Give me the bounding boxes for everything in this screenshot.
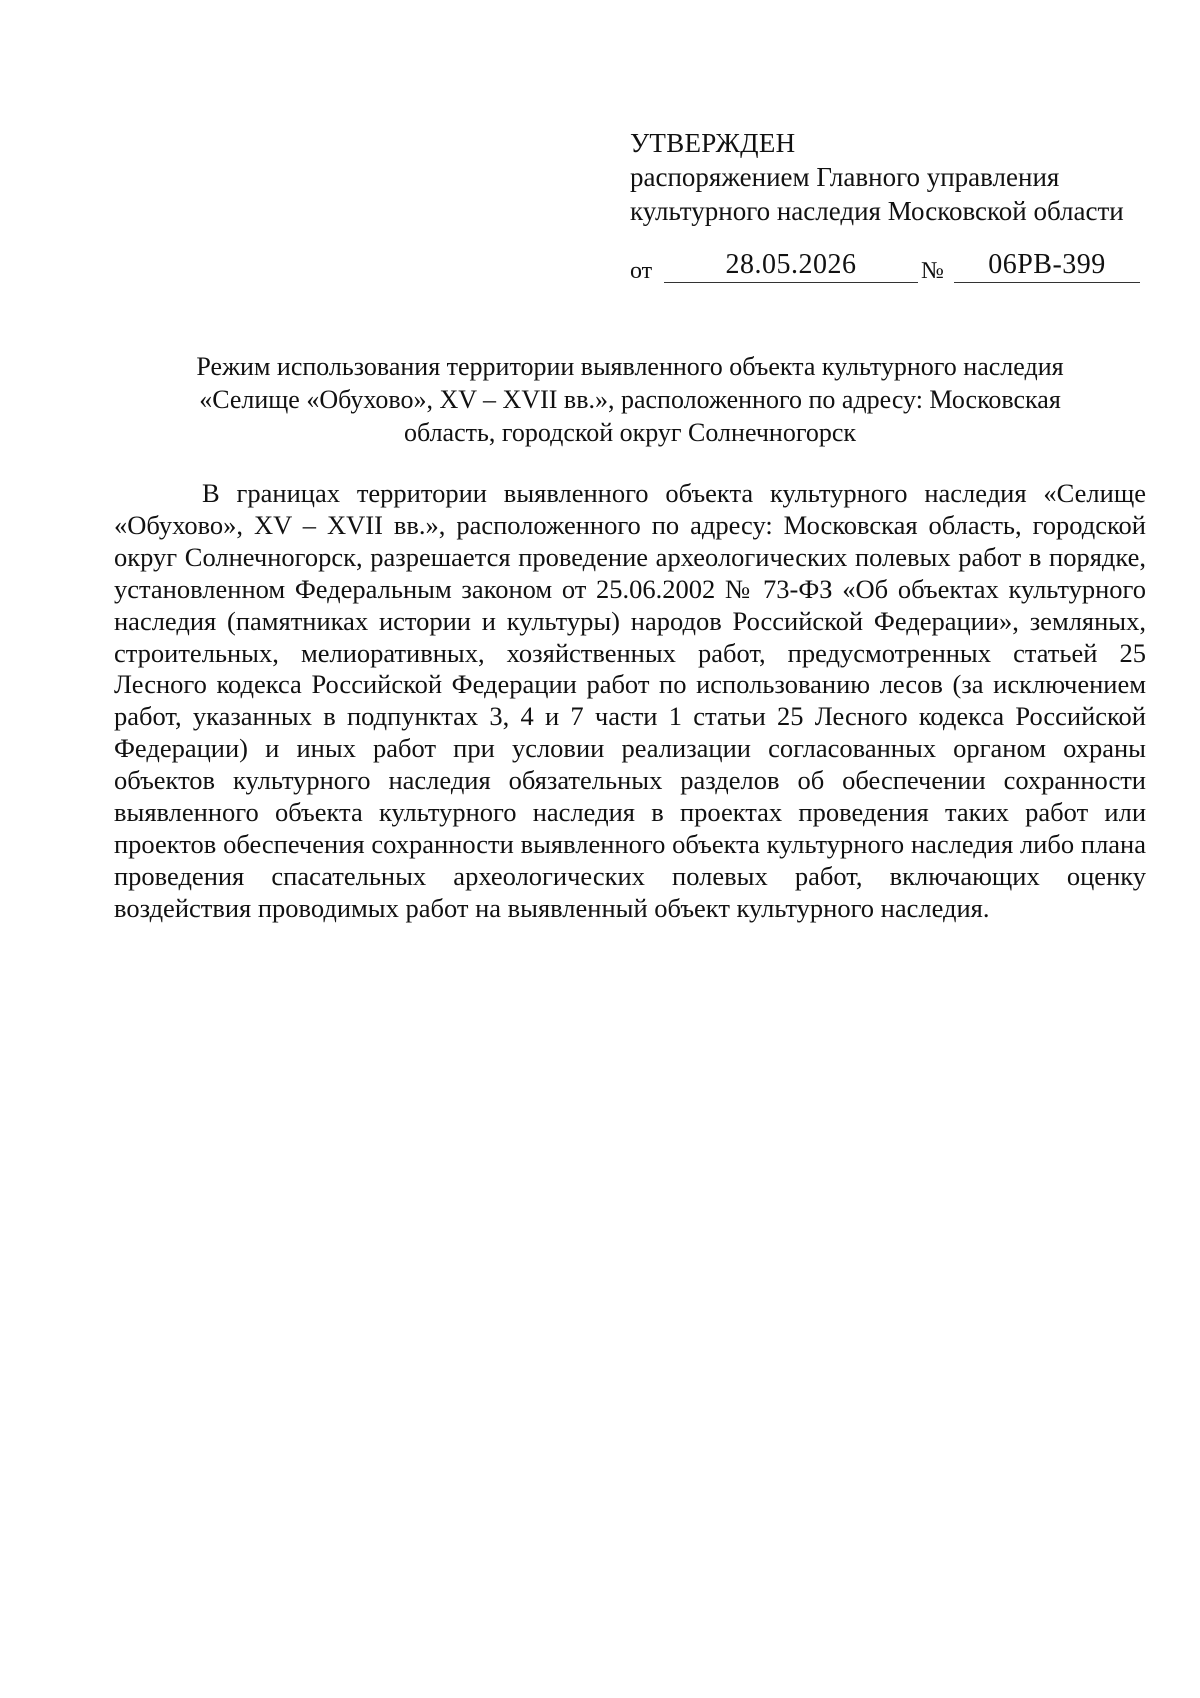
heading-line-3: область, городской округ Солнечногорск xyxy=(403,418,857,447)
approval-reference xyxy=(630,248,1140,288)
heading-line-1: Режим использования территории выявленного объекта культурного наследия xyxy=(196,352,1064,381)
document-heading xyxy=(110,350,1150,449)
approval-title: УТВЕРЖДЕН xyxy=(630,128,796,158)
number-label: № xyxy=(921,258,944,284)
date-label: от xyxy=(630,258,653,284)
approval-issuer-line-2: культурного наследия Московской области xyxy=(630,196,1124,226)
body-paragraph: В границах территории выявленного объекта культурного наследия «Селище «Обухово», XV – XVII вв.», расположенного по адресу: Московская область, городской округ Солнечногорск, разрешается проведение археологических полевых работ в порядке, установленном Федеральным законом от 25.06.2002 № 73-ФЗ «Об объектах культурного наследия (памятниках истории и культуры) народов Российской Федерации», земляных, строительных, мелиоративных, хозяйственных работ, предусмотренных статьей 25 Лесного кодекса Российской Федерации работ по использованию лесов (за исключением работ, указанных в подпунктах 3, 4 и 7 части 1 статьи 25 Лесного кодекса Российской Федерации) и иных работ при условии реализации согласованных органом охраны объектов культурного наследия обязательных разделов об обеспечении сохранности выявленного объекта культурного наследия в проектах проведения таких работ или проектов обеспечения сохранности выявленного объекта культурного наследия либо плана проведения спасательных археологических полевых работ, включающих оценку воздействия проводимых работ на выявленный объект культурного наследия. xyxy=(114,478,1146,923)
heading-line-2: «Селище «Обухово», XV – XVII вв.», расположенного по адресу: Московская xyxy=(199,385,1061,414)
approval-block xyxy=(630,126,1170,228)
approval-number: 06РВ-399 xyxy=(954,248,1140,283)
approval-date: 28.05.2026 xyxy=(664,248,918,283)
approval-issuer-line-1: распоряжением Главного управления xyxy=(630,162,1060,192)
